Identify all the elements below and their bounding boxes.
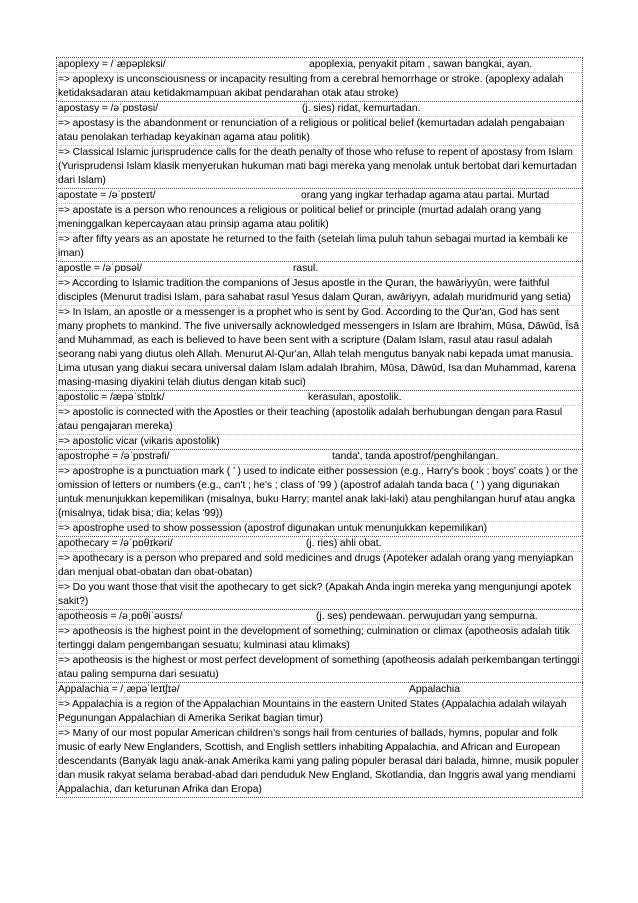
entry-example: => Appalachia is a region of the Appalachian Mountains in the eastern United States (Appalachia adalah wilayah Pegunungan Appalachian di Amerika Serikat bagian timur) — [57, 697, 582, 726]
entry-example: => apothecary is a person who prepared and sold medicines and drugs (Apoteker adalah orang yang menyiapkan dan menjual obat-obatan dan obat-obatan) — [57, 551, 582, 580]
entry-example: => Classical Islamic jurisprudence calls for the death penalty of those who refuse to repent of apostasy from Islam (Yurisprudensi Islam klasik menyerukan hukuman mati bagi mereka yang menolak untuk bertobat dari kemurtadan dari Islam) — [57, 145, 582, 188]
entry-header — [57, 262, 582, 276]
dictionary-entry — [56, 682, 583, 798]
entry-header — [57, 683, 582, 697]
entry-definition: orang yang ingkar terhadap agama atau partai. Murtad — [301, 190, 550, 201]
entry-term: apostle = /əˈpɒsəl/ — [58, 263, 143, 274]
entry-term: Appalachia = /ˌæpəˈleɪtʃɪə/ — [58, 684, 180, 695]
entry-term: apostrophe = /əˈpɒstrəfi/ — [58, 451, 170, 462]
entry-example: => apoplexy is unconsciousness or incapacity resulting from a cerebral hemorrhage or stroke. (apoplexy adalah ketidaksadaran atau ketidakmampuan akibat pendarahan otak atau stroke) — [57, 72, 582, 101]
entry-term: apotheosis = /əˌpɒθiˈəʊsɪs/ — [58, 611, 183, 622]
entry-term: apothecary = /əˈpɒθɪkəri/ — [58, 538, 173, 549]
entry-example: => apotheosis is the highest point in the development of something; culmination or climax (apotheosis adalah titik tertinggi dalam pengembangan sesuatu; kulminasi atau klimaks) — [57, 624, 582, 653]
entry-example: => Many of our most popular American children’s songs hail from centuries of ballads, hymns, popular and folk music of early New Englanders, Scottish, and English settlers inhabiting Appalachia, and African and European descendants (Banyak lagu anak-anak Amerika kami yang paling populer berasal dari balada, himne, musik populer dan musik rakyat selama berabad-abad dari penduduk New England, Skotlandia, dan Inggris awal yang mendiami Appalachia, dan keturunan Afrika dan Eropa) — [57, 726, 582, 797]
entry-example: => According to Islamic tradition the companions of Jesus apostle in the Quran, the ḥawāriyyūn, were faithful disciples (Menurut tradisi Islam, para sahabat rasul Yesus dalam Quran, awāriyyn, adalah muridmurid yang setia) — [57, 276, 582, 305]
entry-definition: (j. ries) ahli obat. — [306, 538, 382, 549]
dictionary-entry — [56, 261, 583, 390]
entry-example: => In Islam, an apostle or a messenger is a prophet who is sent by God. According to the Qur'an, God has sent many prophets to mankind. The five universally acknowledged messengers in Islam are Ibrahim, Mūsa, Dāwūd, Īsā and Muhammad, as each is believed to have been sent with a scripture (Dalam Islam, rasul atau rasul adalah seorang nabi yang diutus oleh Allah. Menurut Al-Qur'an, Allah telah mengutus banyak nabi kepada umat manusia. Lima utusan yang diakui secara universal dalam Islam adalah Ibrahim, Mūsa, Dāwūd, Isa dan Muhammad, karena masing-masing diyakini telah diutus dengan kitab suci) — [57, 305, 582, 390]
entry-example: => apotheosis is the highest or most perfect development of something (apotheosis adalah perkembangan tertinggi atau paling sempurna dari sesuatu) — [57, 653, 582, 682]
entry-example: => apostate is a person who renounces a religious or political belief or principle (murtad adalah orang yang meninggalkan kepercayaan atau prinsip agama atau politik) — [57, 203, 582, 232]
dictionary-entry — [56, 390, 583, 449]
entry-term: apostate = /əˈpɒsteɪt/ — [58, 190, 156, 201]
entry-definition: (j. sies) ridat, kemurtadan. — [302, 103, 421, 114]
entry-example: => apostasy is the abandonment or renunciation of a religious or political belief (kemurtadan adalah pengabaian atau penolakan terhadap keyakinan agama atau politik) — [57, 116, 582, 145]
entry-header — [57, 58, 582, 72]
entry-example: => Do you want those that visit the apothecary to get sick? (Apakah Anda ingin mereka yang mengunjungi apotek sakit?) — [57, 580, 582, 609]
entry-header — [57, 391, 582, 405]
dictionary-page — [56, 57, 583, 798]
entry-definition: apoplexia, penyakit pitam , sawan bangkai, ayan. — [309, 59, 533, 70]
entry-example: => apostrophe is a punctuation mark ( ’ ) used to indicate either possession (e.g., Harry's book ; boys' coats ) or the omission of letters or numbers (e.g., can't ; he's ; class of ’99 ) (apostrof adalah tanda baca ( ' ) yang digunakan untuk menunjukkan kepemilikan (misalnya, buku Harry; mantel anak laki-laki) atau penghilangan huruf atau angka (misalnya, tidak bisa; dia; kelas '99)) — [57, 464, 582, 521]
entry-example: => apostolic is connected with the Apostles or their teaching (apostolik adalah berhubungan dengan para Rasul atau pengajaran mereka) — [57, 405, 582, 434]
dictionary-entry — [56, 101, 583, 188]
entry-term: apostolic = /æpəˈstɒlɪk/ — [58, 392, 165, 403]
entry-definition: rasul. — [293, 263, 319, 274]
entry-header — [57, 537, 582, 551]
entry-header — [57, 450, 582, 464]
dictionary-entry — [56, 57, 583, 101]
entry-definition: tanda', tanda apostrof/penghilangan. — [332, 451, 499, 462]
entry-header — [57, 102, 582, 116]
entry-example: => apostrophe used to show possession (apostrof digunakan untuk menunjukkan kepemilikan) — [57, 521, 582, 536]
entry-definition: Appalachia — [409, 684, 460, 695]
entry-header — [57, 189, 582, 203]
dictionary-entry — [56, 188, 583, 261]
entry-example: => apostolic vicar (vikaris apostolik) — [57, 434, 582, 449]
entry-example: => after fifty years as an apostate he returned to the faith (setelah lima puluh tahun sebagai murtad ia kembali ke iman) — [57, 232, 582, 261]
entry-term: apoplexy = /ˈæpəplɛksi/ — [58, 59, 166, 70]
entry-term: apostasy = /əˈpɒstəsi/ — [58, 103, 159, 114]
entry-definition: kerasulan, apostolik. — [308, 392, 402, 403]
dictionary-entry — [56, 609, 583, 682]
dictionary-entry — [56, 536, 583, 609]
dictionary-entry — [56, 449, 583, 536]
entry-definition: (j. ses) pendewaan. perwujudan yang sempurna. — [316, 611, 538, 622]
entry-header — [57, 610, 582, 624]
